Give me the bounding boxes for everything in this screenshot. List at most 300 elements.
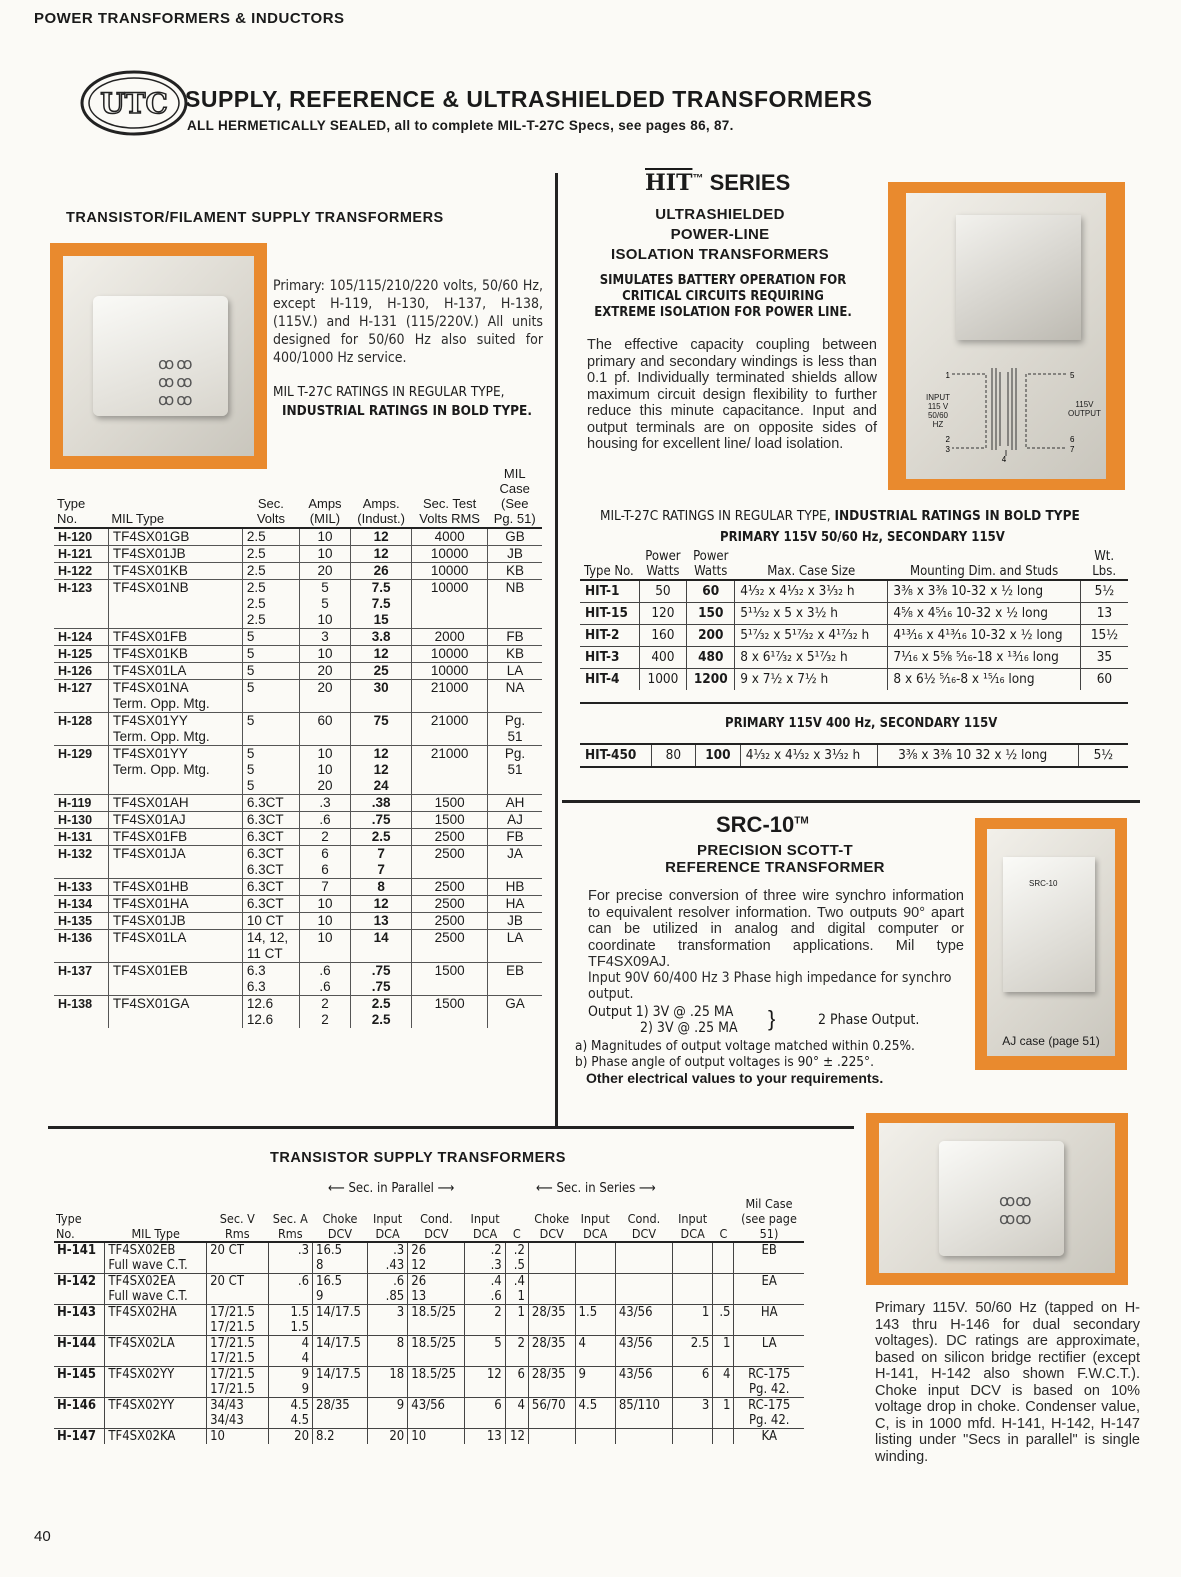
- table-cell: 6: [673, 1367, 713, 1398]
- ts-col-p-choke: Choke DCV: [313, 1196, 368, 1242]
- hit-col-power-mil: Power Watts: [639, 549, 687, 580]
- table-cell: 21000: [412, 746, 488, 795]
- hit-pin-3: 3: [945, 445, 950, 454]
- table-cell: 14/17.5: [313, 1305, 368, 1336]
- table-cell: TF4SX02KA: [105, 1429, 207, 1445]
- hit-400-table: [580, 743, 1128, 768]
- table-cell: 6.3CT 6.3CT: [242, 846, 299, 879]
- table-cell: 3: [299, 629, 350, 646]
- table-cell: 4: [575, 1336, 615, 1367]
- table-cell: 2500: [412, 829, 488, 846]
- table-row: [54, 680, 542, 713]
- table-cell: 28/35: [313, 1398, 368, 1429]
- table-cell: 5: [242, 713, 299, 746]
- table-cell: 9: [367, 1398, 407, 1429]
- table-cell: 480: [687, 647, 735, 669]
- table-cell: 9 9: [268, 1367, 313, 1398]
- table-cell: TF4SX01LA: [108, 930, 242, 963]
- table-cell: [713, 1274, 734, 1305]
- table-row: [54, 812, 542, 829]
- table-cell: JB: [487, 913, 542, 930]
- table-cell: 28/35: [528, 1336, 575, 1367]
- table-cell: 3³⁄₈ x 3³⁄₈ 10-32 x ½ long: [888, 580, 1080, 603]
- table-cell: 8 x 6¹⁷⁄₃₂ x 5¹⁷⁄₃₂ h: [735, 647, 888, 669]
- table-cell: FB: [487, 829, 542, 846]
- table-cell: 2500: [412, 930, 488, 963]
- table-cell: 6 6: [299, 846, 350, 879]
- src-heading-line: REFERENCE TRANSFORMER: [665, 859, 885, 876]
- table-cell: .6: [268, 1274, 313, 1305]
- table-cell: .5: [713, 1305, 734, 1336]
- tf-col-testvolts: Sec. Test Volts RMS: [412, 465, 488, 528]
- hit-col-type: Type No.: [580, 549, 639, 580]
- table-cell: .3: [299, 795, 350, 812]
- ts-note: Primary 115V. 50/60 Hz (tapped on H-143 thru H-146 for dual secondary voltages). DC ratings are approximate, based on silicon bridge rectifier (except H-141, H-142 also shown F.W.C.T.). Choke input DCV is based on 10% voltage drop in choke. Condenser value, C, is in 1000 mfd. H-141, H-142, H-147 listing under "Secs in parallel" is single winding.: [875, 1300, 1140, 1465]
- table-cell: 2: [505, 1336, 528, 1367]
- table-cell: 7 7: [350, 846, 411, 879]
- table-cell: .4 .6: [465, 1274, 505, 1305]
- hit-primary-400: PRIMARY 115V 400 Hz, SECONDARY 115V: [725, 716, 998, 731]
- hit-pin-6: 6: [1070, 435, 1075, 444]
- table-cell: 17/21.5 17/21.5: [207, 1305, 268, 1336]
- ts-col-s-c: C: [713, 1196, 734, 1242]
- table-cell: 3.8: [350, 629, 411, 646]
- table-cell: 20: [299, 680, 350, 713]
- column-divider: [555, 173, 558, 1128]
- table-cell: [673, 1242, 713, 1274]
- table-cell: .4 1: [505, 1274, 528, 1305]
- table-cell: 160: [639, 625, 687, 647]
- src-output-1: Output 1) 3V @ .25 MA: [588, 1004, 734, 1020]
- table-cell: TF4SX01FB: [108, 829, 242, 846]
- table-row: [580, 647, 1128, 669]
- hit-photo: [906, 193, 1106, 479]
- table-cell: H-125: [54, 646, 108, 663]
- table-cell: 9 x 7½ x 7½ h: [735, 669, 888, 691]
- table-cell: 34/43 34/43: [207, 1398, 268, 1429]
- table-cell: 10 CT: [242, 913, 299, 930]
- hit-pin-5: 5: [1070, 371, 1075, 380]
- hit-400-weight: 5½: [1078, 744, 1128, 767]
- table-cell: TF4SX01LA: [108, 663, 242, 680]
- table-cell: 12: [350, 528, 411, 546]
- hit-series-word: SERIES: [709, 170, 791, 195]
- table-cell: 2: [299, 829, 350, 846]
- table-cell: H-126: [54, 663, 108, 680]
- svg-text:UTC: UTC: [100, 87, 168, 120]
- table-cell: 30: [350, 680, 411, 713]
- table-cell: 6.3CT: [242, 795, 299, 812]
- table-cell: H-120: [54, 528, 108, 546]
- table-cell: [615, 1242, 672, 1274]
- table-cell: H-145: [54, 1367, 105, 1398]
- table-cell: .2 .5: [505, 1242, 528, 1274]
- table-row: [54, 996, 542, 1029]
- table-cell: HIT-3: [580, 647, 639, 669]
- table-cell: 6.3CT: [242, 829, 299, 846]
- table-cell: [673, 1429, 713, 1445]
- table-cell: 18: [367, 1367, 407, 1398]
- table-cell: 18.5/25: [408, 1336, 465, 1367]
- table-cell: 10000: [412, 663, 488, 680]
- table-row: [54, 1242, 804, 1274]
- table-row: [54, 563, 542, 580]
- table-cell: 1500: [412, 963, 488, 996]
- table-cell: 2.5: [350, 829, 411, 846]
- table-cell: .38: [350, 795, 411, 812]
- table-cell: AH: [487, 795, 542, 812]
- table-row: [54, 795, 542, 812]
- ts-group-parallel: ⟵ Sec. in Parallel ⟶: [328, 1181, 455, 1196]
- ts-col-secv: Sec. V Rms: [207, 1196, 268, 1242]
- table-cell: 14/17.5: [313, 1336, 368, 1367]
- table-cell: 60: [299, 713, 350, 746]
- tf-primary-text: Primary: 105/115/210/220 volts, 50/60 Hz, except H-119, H-130, H-137, H-138, (115V.) and H-131 (115/220V.) All units designed for 50/60 Hz also suited for 400/1000 Hz service.: [273, 278, 543, 366]
- hit-heading-line: POWER-LINE: [670, 226, 770, 243]
- table-cell: 9: [575, 1367, 615, 1398]
- table-cell: 26 12: [408, 1242, 465, 1274]
- table-cell: 6.3 6.3: [242, 963, 299, 996]
- table-cell: 20: [367, 1429, 407, 1445]
- table-cell: 2.5 2.5: [350, 996, 411, 1029]
- table-cell: 5: [242, 629, 299, 646]
- table-cell: 43/56: [615, 1336, 672, 1367]
- table-cell: 5½: [1080, 580, 1128, 603]
- table-cell: 2.5 2.5 2.5: [242, 580, 299, 629]
- table-cell: 10000: [412, 580, 488, 629]
- tf-photo-frame: [50, 243, 267, 469]
- table-cell: [528, 1429, 575, 1445]
- table-cell: KB: [487, 646, 542, 663]
- ts-col-p-cond: Cond. DCV: [408, 1196, 465, 1242]
- hit-heading-line: ISOLATION TRANSFORMERS: [611, 246, 829, 263]
- ts-divider: [48, 1126, 854, 1129]
- table-cell: 2.5: [242, 528, 299, 546]
- table-cell: FB: [487, 629, 542, 646]
- table-cell: TF4SX01YY Term. Opp. Mtg.: [108, 713, 242, 746]
- table-cell: 43/56: [615, 1367, 672, 1398]
- table-cell: 20 CT: [207, 1242, 268, 1274]
- table-cell: 150: [687, 603, 735, 625]
- src-output-note: 2 Phase Output.: [818, 1012, 920, 1028]
- table-cell: 5¹⁷⁄₃₂ x 5¹⁷⁄₃₂ x 4¹⁷⁄₃₂ h: [735, 625, 888, 647]
- table-cell: TF4SX01JB: [108, 913, 242, 930]
- table-cell: [575, 1429, 615, 1445]
- table-cell: 2: [465, 1305, 505, 1336]
- table-cell: NA: [487, 680, 542, 713]
- table-cell: H-123: [54, 580, 108, 629]
- hit-400-power-mil: 80: [651, 744, 695, 767]
- tf-ratings-bold: INDUSTRIAL RATINGS IN BOLD TYPE.: [282, 403, 532, 419]
- table-cell: 4: [713, 1367, 734, 1398]
- table-cell: 200: [687, 625, 735, 647]
- table-row: [54, 646, 542, 663]
- src-photo-frame: [975, 818, 1127, 1070]
- src-note-b: b) Phase angle of output voltages is 90° ± .225°.: [575, 1054, 874, 1070]
- table-cell: TF4SX01AH: [108, 795, 242, 812]
- table-cell: 16.5 8: [313, 1242, 368, 1274]
- hit-table: [580, 549, 1128, 690]
- table-cell: 60: [1080, 669, 1128, 691]
- table-cell: 2500: [412, 846, 488, 879]
- table-cell: 10: [299, 546, 350, 563]
- table-cell: 4.5: [575, 1398, 615, 1429]
- table-cell: 16.5 9: [313, 1274, 368, 1305]
- table-cell: 2.5: [242, 546, 299, 563]
- table-cell: 21000: [412, 713, 488, 746]
- table-cell: TF4SX01JA: [108, 846, 242, 879]
- table-cell: .3: [268, 1242, 313, 1274]
- table-cell: HIT-4: [580, 669, 639, 691]
- src-tm: TM: [794, 815, 809, 827]
- hit-col-case: Max. Case Size: [735, 549, 888, 580]
- hit-heading: [590, 205, 850, 265]
- hit-ratings-note: [600, 508, 1080, 524]
- table-cell: 2500: [412, 896, 488, 913]
- table-cell: H-138: [54, 996, 108, 1029]
- ts-col-s-input2: Input DCA: [673, 1196, 713, 1242]
- table-cell: H-132: [54, 846, 108, 879]
- table-cell: TF4SX01NA Term. Opp. Mtg.: [108, 680, 242, 713]
- src-photo-caption: AJ case (page 51): [1002, 1034, 1100, 1048]
- table-cell: H-121: [54, 546, 108, 563]
- table-cell: EA: [734, 1274, 804, 1305]
- table-cell: TF4SX01FB: [108, 629, 242, 646]
- table-cell: 10: [207, 1429, 268, 1445]
- ts-col-s-choke: Choke DCV: [528, 1196, 575, 1242]
- table-cell: H-144: [54, 1336, 105, 1367]
- table-cell: 13: [465, 1429, 505, 1445]
- table-cell: 1: [505, 1305, 528, 1336]
- table-cell: 10: [299, 896, 350, 913]
- table-row: [580, 669, 1128, 691]
- hit-sub-line: EXTREME ISOLATION FOR POWER LINE.: [594, 305, 852, 320]
- table-cell: 20: [299, 663, 350, 680]
- hit-ratings-bold: INDUSTRIAL RATINGS IN BOLD TYPE: [834, 508, 1080, 524]
- ts-heading: TRANSISTOR SUPPLY TRANSFORMERS: [270, 1150, 566, 1166]
- table-cell: 1.5: [575, 1305, 615, 1336]
- page-subtitle: ALL HERMETICALLY SEALED, all to complete MIL-T-27C Specs, see pages 86, 87.: [187, 118, 734, 133]
- table-row: [54, 930, 542, 963]
- tf-col-amps-ind: Amps. (Indust.): [350, 465, 411, 528]
- hit-ratings-regular: MIL-T-27C RATINGS IN REGULAR TYPE,: [600, 508, 831, 524]
- table-cell: 4¹⁄₃₂ x 4¹⁄₃₂ x 3¹⁄₃₂ h: [735, 580, 888, 603]
- table-cell: 6.3CT: [242, 812, 299, 829]
- table-cell: H-131: [54, 829, 108, 846]
- table-cell: TF4SX02EA Full wave C.T.: [105, 1274, 207, 1305]
- table-cell: H-129: [54, 746, 108, 795]
- src-output-2: 2) 3V @ .25 MA: [640, 1020, 738, 1036]
- table-cell: NB: [487, 580, 542, 629]
- table-cell: 3: [673, 1398, 713, 1429]
- table-cell: 50: [639, 580, 687, 603]
- table-row: [54, 1274, 804, 1305]
- table-cell: 8.2: [313, 1429, 368, 1445]
- hit-output-label: 115V OUTPUT: [1068, 400, 1101, 418]
- table-cell: 1500: [412, 812, 488, 829]
- table-cell: .75: [350, 812, 411, 829]
- table-cell: HA: [734, 1305, 804, 1336]
- table-cell: 1500: [412, 795, 488, 812]
- table-cell: RC-175 Pg. 42.: [734, 1367, 804, 1398]
- src-heading: [640, 842, 910, 876]
- table-cell: 10000: [412, 646, 488, 663]
- ts-col-s-cond: Cond. DCV: [615, 1196, 672, 1242]
- src-description: For precise conversion of three wire synchro information to equivalent resolver information. Two outputs 90° apart can be utilized in analog and digital computer or coordinate transformation applications. Mil type TF4SX09AJ.: [588, 888, 964, 970]
- table-cell: 20: [268, 1429, 313, 1445]
- table-cell: 4 4: [268, 1336, 313, 1367]
- table-row: [54, 546, 542, 563]
- table-cell: 12: [350, 646, 411, 663]
- table-cell: GA: [487, 996, 542, 1029]
- src-title: [716, 812, 809, 838]
- hit-col-power-ind: Power Watts: [687, 549, 735, 580]
- table-cell: 10 10 20: [299, 746, 350, 795]
- table-cell: H-122: [54, 563, 108, 580]
- tf-col-mil: MIL Type: [108, 465, 242, 528]
- table-row: [54, 913, 542, 930]
- table-cell: 1: [713, 1336, 734, 1367]
- table-cell: 7.5 7.5 15: [350, 580, 411, 629]
- table-cell: 12: [350, 896, 411, 913]
- table-cell: 12: [465, 1367, 505, 1398]
- ts-col-p-input: Input DCA: [367, 1196, 407, 1242]
- table-cell: LA: [734, 1336, 804, 1367]
- hit-logo: $\overline{HIT}$: [645, 170, 693, 196]
- src-photo-label: SRC-10: [1029, 879, 1058, 888]
- table-cell: 6: [505, 1367, 528, 1398]
- table-cell: 12: [350, 546, 411, 563]
- table-cell: TF4SX02LA: [105, 1336, 207, 1367]
- table-cell: 5 5 10: [299, 580, 350, 629]
- src-photo: [987, 829, 1115, 1056]
- tf-col-type: Type No.: [54, 465, 108, 528]
- table-cell: 85/110: [615, 1398, 672, 1429]
- section-header: POWER TRANSFORMERS & INDUCTORS: [34, 10, 345, 27]
- hit-input-label: INPUT 115 V 50/60 HZ: [926, 393, 950, 429]
- table-cell: 21000: [412, 680, 488, 713]
- table-cell: 28/35: [528, 1367, 575, 1398]
- table-cell: JA: [487, 846, 542, 879]
- table-cell: [615, 1274, 672, 1305]
- table-cell: TF4SX01GB: [108, 528, 242, 546]
- table-cell: TF4SX01EB: [108, 963, 242, 996]
- table-cell: 6.3CT: [242, 879, 299, 896]
- table-cell: 10: [299, 646, 350, 663]
- table-cell: 13: [350, 913, 411, 930]
- table-cell: 2500: [412, 913, 488, 930]
- table-row: [54, 829, 542, 846]
- table-cell: HA: [487, 896, 542, 913]
- hit-series-title: [645, 170, 790, 196]
- table-cell: .2 .3: [465, 1242, 505, 1274]
- hit-col-mounting: Mounting Dim. and Studs: [888, 549, 1080, 580]
- table-cell: H-130: [54, 812, 108, 829]
- table-cell: 3: [367, 1305, 407, 1336]
- table-cell: 35: [1080, 647, 1128, 669]
- hit-pin-7: 7: [1070, 445, 1075, 454]
- hit-pin-4: 4: [1001, 455, 1007, 463]
- table-cell: TF4SX01HB: [108, 879, 242, 896]
- tf-col-amps-mil: Amps (MIL): [299, 465, 350, 528]
- table-cell: 18.5/25: [408, 1367, 465, 1398]
- table-row: [54, 896, 542, 913]
- table-cell: Pg. 51: [487, 746, 542, 795]
- table-cell: LA: [487, 663, 542, 680]
- table-cell: H-141: [54, 1242, 105, 1274]
- table-cell: 4000: [412, 528, 488, 546]
- table-cell: AJ: [487, 812, 542, 829]
- page-title: SUPPLY, REFERENCE & ULTRASHIELDED TRANSFORMERS: [185, 86, 873, 112]
- table-row: [54, 629, 542, 646]
- tf-transformer-photo: ꝏꝏ ꝏꝏ ꝏꝏ: [63, 256, 254, 456]
- table-cell: H-127: [54, 680, 108, 713]
- table-cell: 17/21.5 17/21.5: [207, 1367, 268, 1398]
- hit-table-rule: [580, 702, 1128, 704]
- ts-group-parallel-label: Sec. in Parallel: [348, 1181, 434, 1196]
- ts-col-type: Type No.: [54, 1196, 105, 1242]
- table-cell: 15½: [1080, 625, 1128, 647]
- tf-col-case: MIL Case (See Pg. 51): [487, 465, 542, 528]
- table-row: [54, 580, 542, 629]
- table-cell: H-147: [54, 1429, 105, 1445]
- table-cell: 1000: [639, 669, 687, 691]
- table-cell: TF4SX02HA: [105, 1305, 207, 1336]
- table-row: [580, 744, 1128, 767]
- table-cell: 5: [242, 663, 299, 680]
- table-cell: [673, 1274, 713, 1305]
- table-cell: H-134: [54, 896, 108, 913]
- hit-col-weight: Wt. Lbs.: [1080, 549, 1128, 580]
- table-cell: 4¹³⁄₁₆ x 4¹³⁄₁₆ 10-32 x ½ long: [888, 625, 1080, 647]
- hit-400-case: 4¹⁄₃₂ x 4¹⁄₃₂ x 3¹⁄₃₂ h: [740, 744, 877, 767]
- table-cell: HIT-1: [580, 580, 639, 603]
- table-cell: 12.6 12.6: [242, 996, 299, 1029]
- table-cell: H-128: [54, 713, 108, 746]
- table-cell: KA: [734, 1429, 804, 1445]
- table-cell: 2.5: [673, 1336, 713, 1367]
- table-cell: 2.5: [242, 563, 299, 580]
- src-heading-line: PRECISION SCOTT-T: [697, 842, 853, 859]
- table-cell: TF4SX01HA: [108, 896, 242, 913]
- table-cell: [615, 1429, 672, 1445]
- table-cell: 56/70: [528, 1398, 575, 1429]
- table-cell: 10: [299, 913, 350, 930]
- tf-col-secvolts: Sec. Volts: [242, 465, 299, 528]
- table-cell: 4.5 4.5: [268, 1398, 313, 1429]
- table-cell: KB: [487, 563, 542, 580]
- table-cell: H-143: [54, 1305, 105, 1336]
- table-cell: H-124: [54, 629, 108, 646]
- hit-heading-line: ULTRASHIELDED: [655, 206, 785, 223]
- hit-pin-2: 2: [945, 435, 950, 444]
- table-cell: 5¹¹⁄₃₂ x 5 x 3½ h: [735, 603, 888, 625]
- table-cell: TF4SX02YY: [105, 1398, 207, 1429]
- table-row: [54, 1429, 804, 1445]
- table-cell: TF4SX01NB: [108, 580, 242, 629]
- table-cell: TF4SX01GA: [108, 996, 242, 1029]
- table-cell: 43/56: [615, 1305, 672, 1336]
- table-cell: 1200: [687, 669, 735, 691]
- table-cell: 25: [350, 663, 411, 680]
- table-cell: EB: [487, 963, 542, 996]
- table-cell: .6 .85: [367, 1274, 407, 1305]
- hit-pin-1: 1: [945, 371, 950, 380]
- table-cell: TF4SX01AJ: [108, 812, 242, 829]
- table-row: [580, 603, 1128, 625]
- table-cell: 8 x 6½ ⁵⁄₁₆-8 x ¹⁵⁄₁₆ long: [888, 669, 1080, 691]
- brace-icon: }: [768, 1006, 776, 1031]
